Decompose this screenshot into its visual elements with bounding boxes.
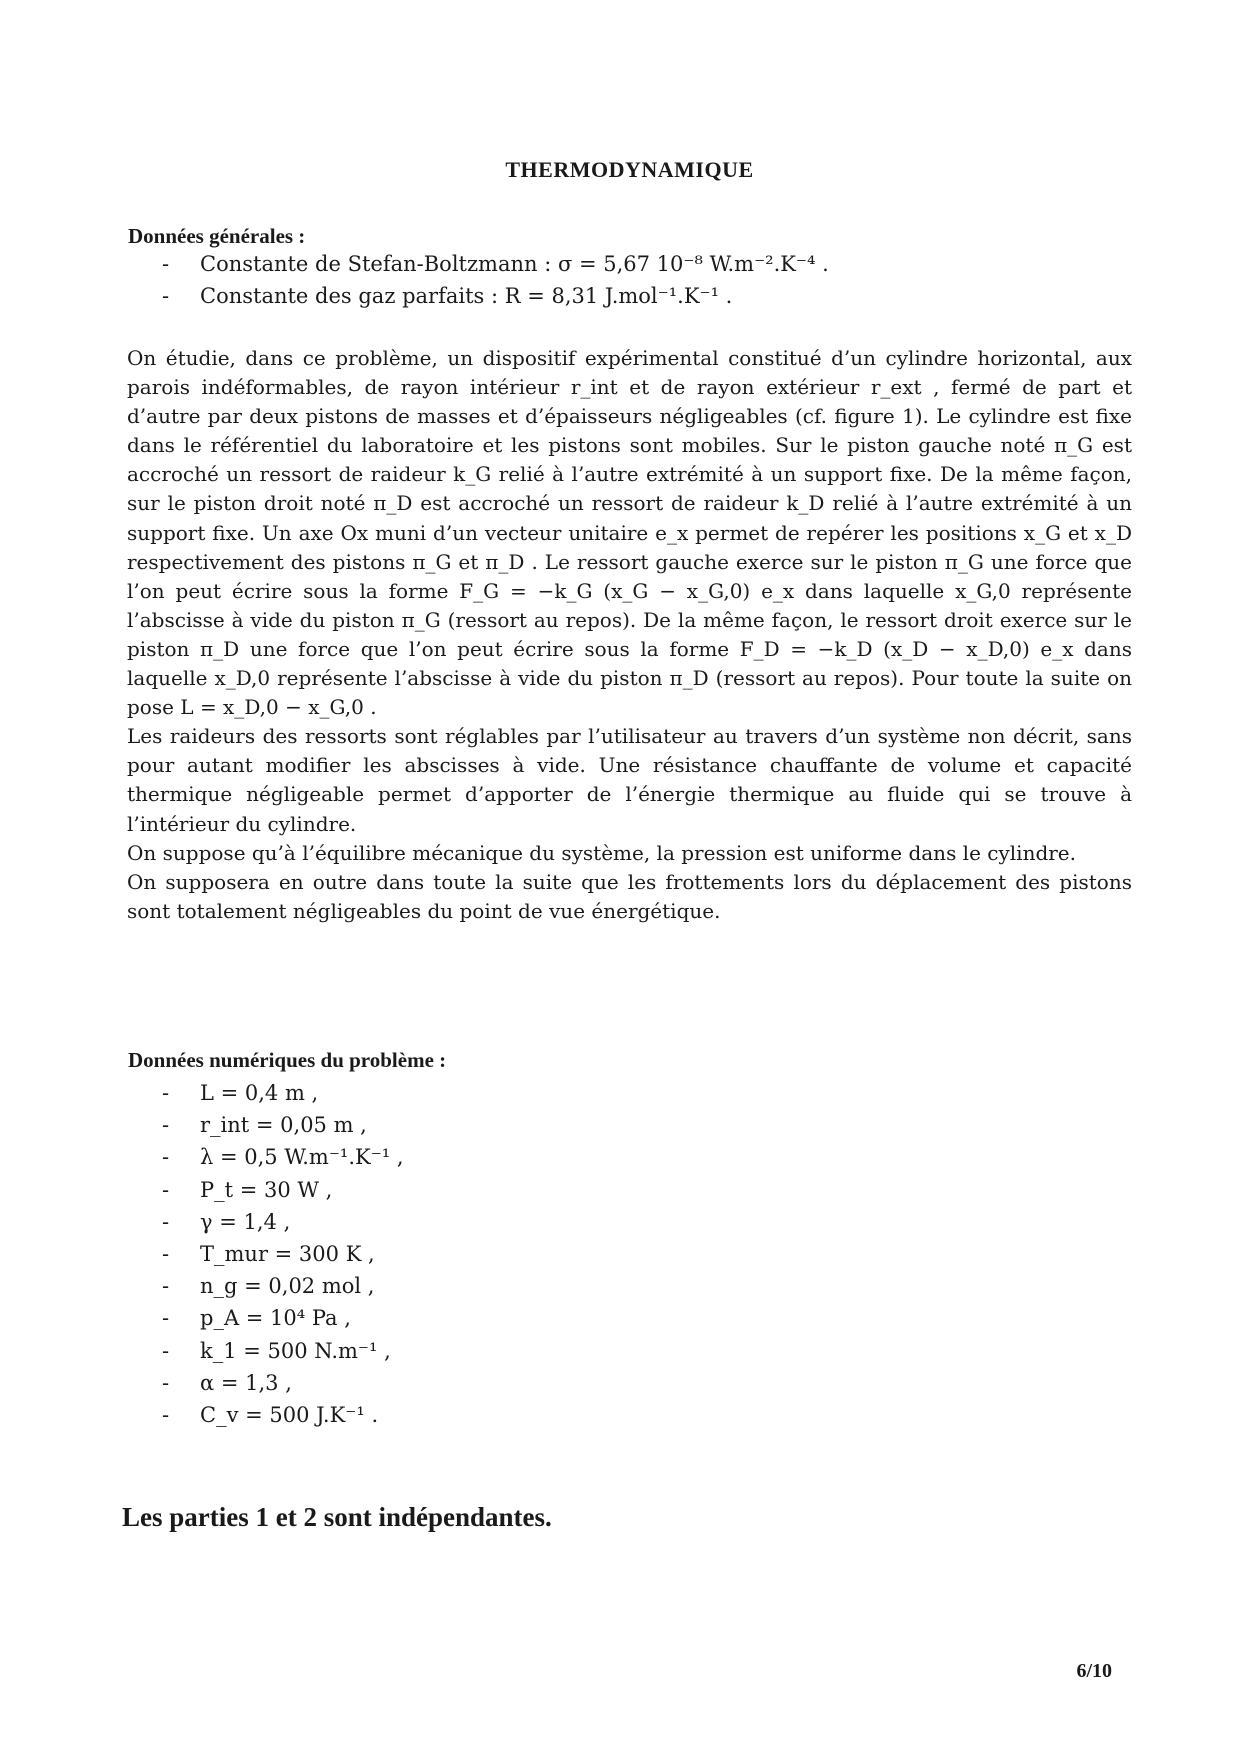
paragraph: Les raideurs des ressorts sont réglables par l’utilisateur au travers d’un système non décrit, sans pour autant modifier les abscisses à vide. Une résistance chauffante de volume et capacité thermique négligeable permet d’apporter de l’énergie thermique au fluide qui se trouve à l’intérieur du cylindre. <box>127 724 1132 836</box>
problem-description <box>127 344 1132 926</box>
numeric-data-heading: Données numériques du problème : <box>128 1048 447 1072</box>
general-data-heading: Données générales : <box>128 224 306 248</box>
page-title: THERMODYNAMIQUE <box>505 157 754 182</box>
parts-independent-note: Les parties 1 et 2 sont indépendantes. <box>122 1502 552 1532</box>
paragraph: On étudie, dans ce problème, un dispositif expérimental constitué d’un cylindre horizontal, aux parois indéformables, de rayon intérieur r_int et de rayon extérieur r_ext , fermé de part et d’autre par deux pistons de masses et d’épaisseurs négligeables (cf. figure 1). Le cylindre est fixe dans le référentiel du laboratoire et les pistons sont mobiles. Sur le piston gauche noté π_G est accroché un ressort de raideur k_G relié à l’autre extrémité à un support fixe. De la même façon, sur le piston droit noté π_D est accroché un ressort de raideur k_D relié à l’autre extrémité à un support fixe. Un axe Ox muni d’un vecteur unitaire e_x permet de repérer les positions x_G et x_D respectivement des pistons π_G et π_D . Le ressort gauche exerce sur le piston π_G une force que l’on peut écrire sous la forme F_G = −k_G (x_G − x_G,0) e_x dans laquelle x_G,0 représente l’abscisse à vide du piston π_G (ressort au repos). De la même façon, le ressort droit exerce sur le piston π_D une force que l’on peut écrire sous la forme F_D = −k_D (x_D − x_D,0) e_x dans laquelle x_D,0 représente l’abscisse à vide du piston π_D (ressort au repos). Pour toute la suite on pose L = x_D,0 − x_G,0 . <box>127 346 1132 720</box>
page-number: 6/10 <box>1076 1660 1112 1682</box>
paragraph: On suppose qu’à l’équilibre mécanique du système, la pression est uniforme dans le cylindre. <box>127 840 1077 865</box>
paragraph: On supposera en outre dans toute la suite que les frottements lors du déplacement des pistons sont totalement négligeables du point de vue énergétique. <box>127 869 1132 923</box>
